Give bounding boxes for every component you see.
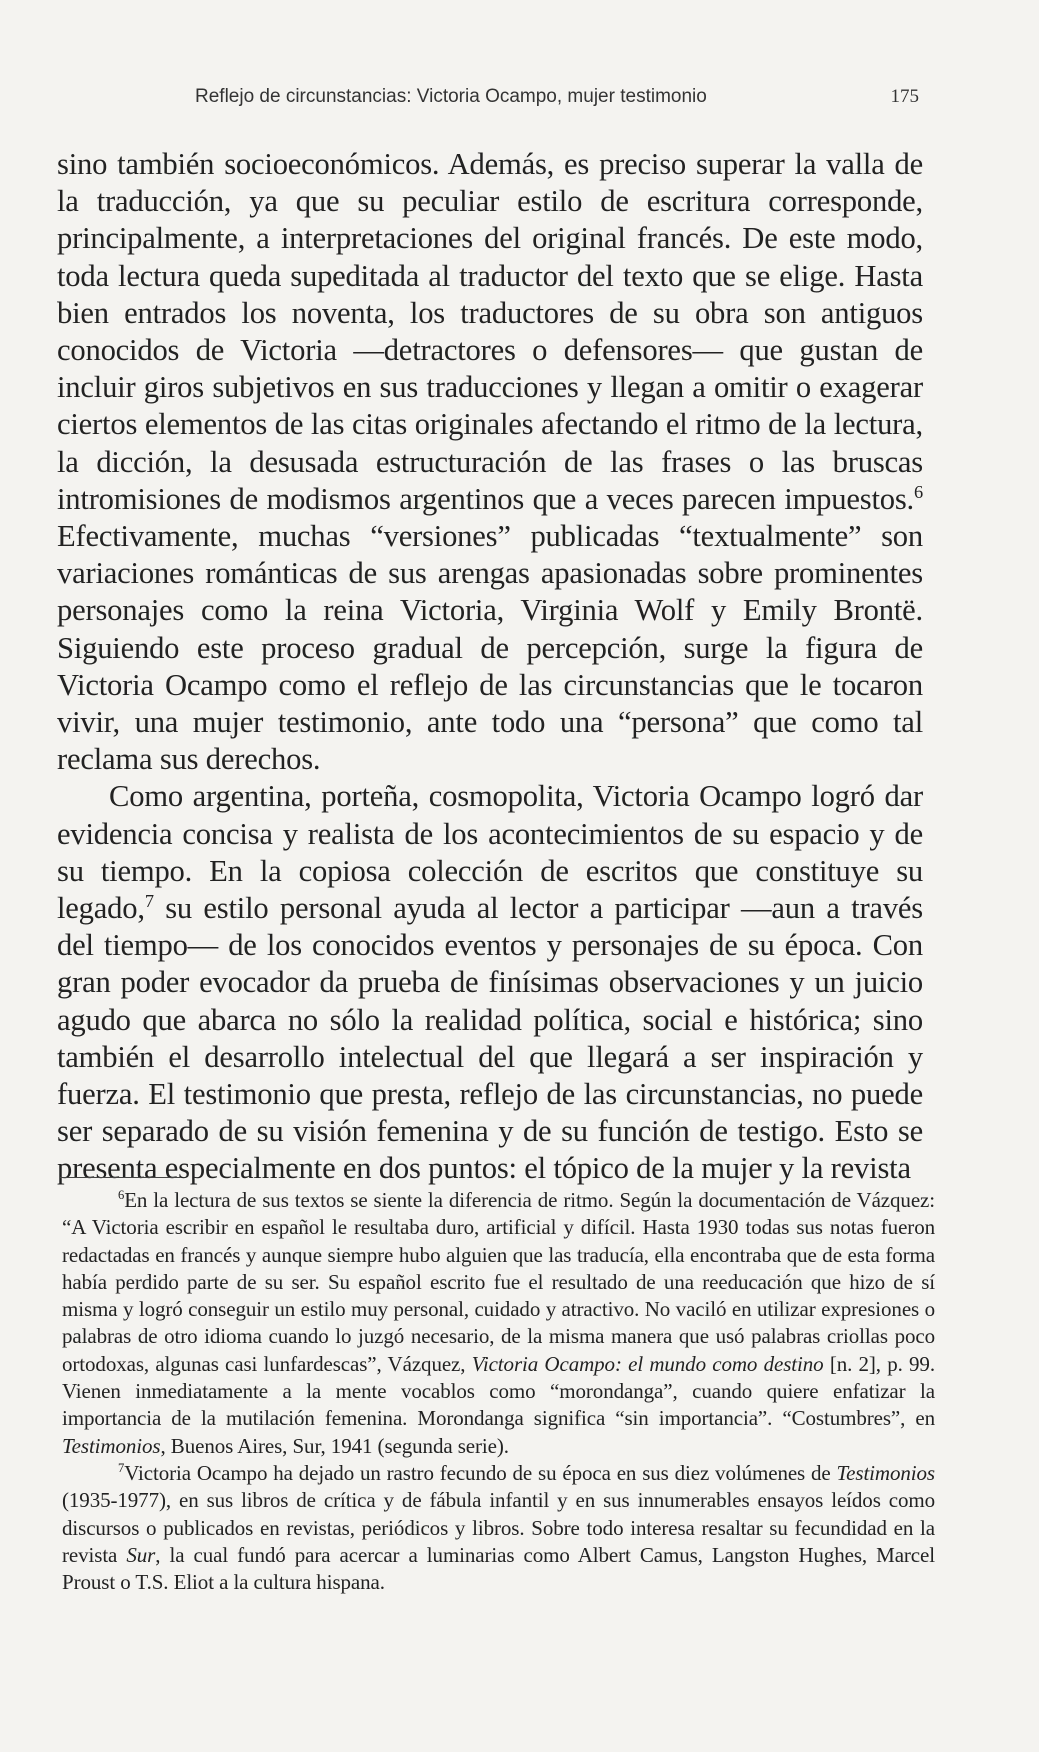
footnote-6 [62,1187,935,1460]
journal-title: Sur [126,1542,156,1567]
running-title: Reflejo de circunstancias: Victoria Ocampo, mujer testimonio [195,86,707,107]
footnote-number: 7 [118,1460,125,1475]
footnote-text: Victoria Ocampo ha dejado un rastro fecundo de su época en sus diez volúmenes de [124,1460,837,1485]
footnote-7 [62,1460,935,1596]
footnote-separator [60,1177,180,1178]
page-number: 175 [890,86,919,107]
footnote-reference-6: 6 [914,481,923,502]
footnote-number: 6 [118,1188,125,1202]
book-title: Victoria Ocampo: el mundo como destino [471,1351,824,1376]
footnotes [62,1187,935,1596]
main-text [57,146,923,1188]
footnote-text: (1935-1977), en sus libros de crítica y de fábula infantil y en sus innumerables ensayos leídos como discursos o publicados en revistas, periódicos y libros. Sobre todo interesa resaltar su fecundidad en la revista [62,1488,935,1567]
footnote-text: En la lectura de sus textos se siente la diferencia de ritmo. Según la documentación de Vázquez: “A Victoria escribir en español le resultaba duro, artificial y difícil. Hasta 1930 todas sus notas fueron redactadas en francés y aunque siempre hubo alguien que las traducía, ella encontraba que de esta forma había perdido parte de su ser. Su español escrito fue el resultado de una reeducación que hizo de sí misma y logró conseguir un estilo muy personal, cuidado y atractivo. No vaciló en utilizar expresiones o palabras de otro idioma cuando lo juzgó necesario, de la misma manera que usó palabras criollas poco ortodoxas, algunas casi lunfardescas”, Vázquez, [62,1188,935,1376]
footnote-text: , la cual fundó para acercar a luminarias como Albert Camus, Langston Hughes, Marcel Proust o T.S. Eliot a la cultura hispana. [62,1542,935,1595]
paragraph-text: Como argentina, porteña, cosmopolita, Victoria Ocampo logró dar evidencia concisa y realista de los acontecimientos de su espacio y de su tiempo. En la copiosa colección de escritos que constituye su legado, [57,779,923,926]
footnote-text: [n. 2], p. 99. Vienen inmediatamente a la mente vocablos como “morondanga”, cuando quiere enfatizar la importancia de la mutilación femenina. Morondanga significa “sin importancia”. “Costumbres”, en [62,1351,935,1431]
paragraph-text: sino también socioeconómicos. Además, es preciso superar la valla de la traducción, ya que su peculiar estilo de escritura corresponde, principalmente, a interpretaciones del original francés. De este modo, toda lectura queda supeditada al traductor del texto que se elige. Hasta bien entrados los noventa, los traductores de su obra son antiguos conocidos de Victoria —detractores o defensores— que gustan de incluir giros subjetivos en sus traducciones y llegan a omitir o exagerar ciertos elementos de las citas originales afectando el ritmo de la lectura, la dicción, la desusada estructuración de las frases o las bruscas intromisiones de modismos argentinos que a veces parecen impuestos. [57,147,923,516]
body-paragraph-1 [57,146,923,778]
paragraph-text: su estilo personal ayuda al lector a participar —aun a través del tiempo— de los conocidos eventos y personajes de su época. Con gran poder evocador da prueba de finísimas observaciones y un juicio agudo que abarca no sólo la realidad política, social e histórica; sino también el desarrollo intelectual del que llegará a ser inspiración y fuerza. El testimonio que presta, reflejo de las circunstancias, no puede ser separado de su visión femenina y de su función de testigo. Esto se presenta especialmente en dos puntos: el tópico de la mujer y la revista [57,891,923,1186]
book-title: Testimonios [836,1460,935,1485]
paragraph-text: Efectivamente, muchas “versiones” publicadas “textualmente” son variaciones románticas de sus arengas apasionadas sobre prominentes personajes como la reina Victoria, Virginia Wolf y Emily Brontë. Siguiendo este proceso gradual de percepción, surge la figura de Victoria Ocampo como el reflejo de las circunstancias que le tocaron vivir, una mujer testimonio, ante todo una “persona” que como tal reclama sus derechos. [57,519,923,777]
book-title: Testimonios [62,1433,161,1458]
running-header [195,82,919,114]
body-paragraph-2 [57,778,923,1187]
footnote-reference-7: 7 [144,890,154,911]
footnote-text: , Buenos Aires, Sur, 1941 (segunda serie). [160,1433,509,1458]
